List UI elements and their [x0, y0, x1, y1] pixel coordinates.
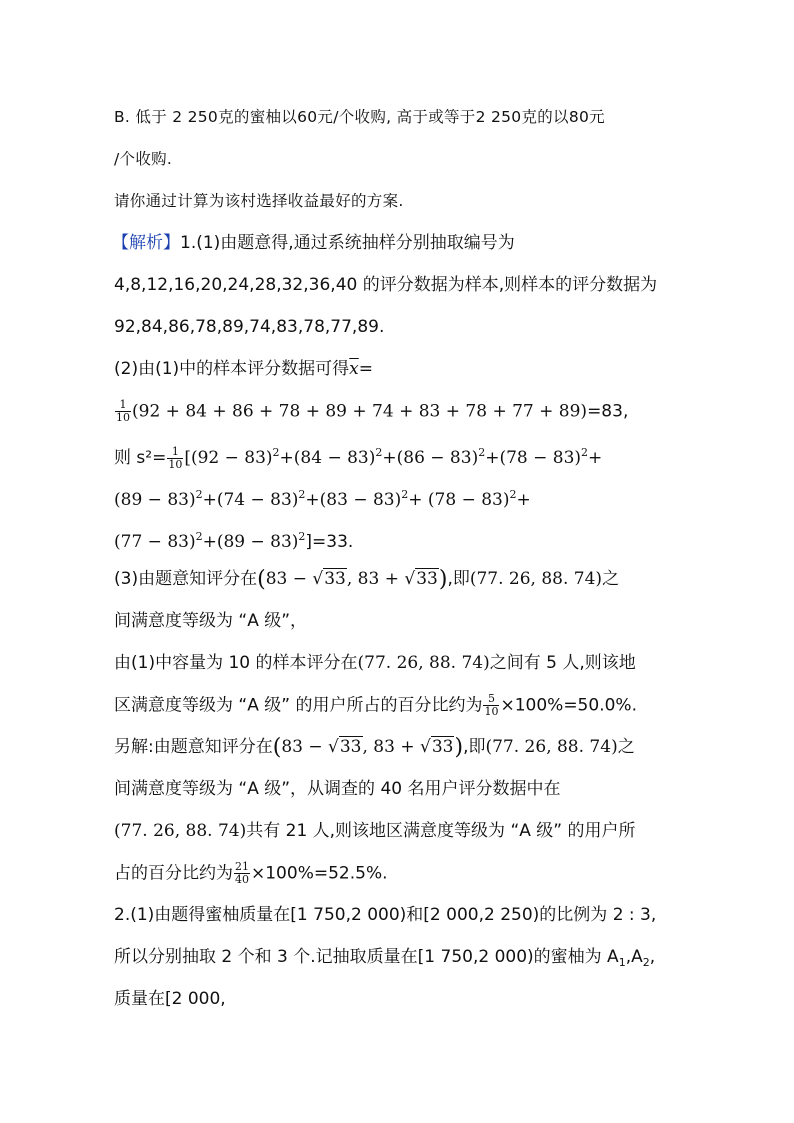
option-b-line-2: /个收购.	[114, 150, 173, 168]
alt-solution-line-3: (77. 26, 88. 74)共有 21 人,则该地区满意度等级为 “A 级” 的用户所	[114, 821, 636, 841]
fraction-one-tenth-2: $\frac{1}{10}$	[168, 444, 183, 471]
alt-solution-line: 另解:由题意知评分在(83 − √33, 83 + √33),即(77. 26, 88. 74)之	[114, 735, 635, 760]
fraction-5-10: $\frac{5}{10}$	[484, 692, 499, 718]
part2-line-2: 所以分别抽取 2 个和 3 个.记抽取质量在[1 750,2 000)的蜜柚为 $A_1,A_2$,	[114, 947, 656, 969]
variance-line-1: 则 s²= $\frac{1}{10}$ [$(92 - 83)^2+(84 - 83)^2+(86 - 83)^2+(78 - 83)^2+$	[114, 444, 603, 471]
alt-solution-line-2: 间满意度等级为 “A 级”，从调查的 40 名用户评分数据中在	[114, 779, 561, 799]
variance-line-3: $(77 - 83)^2+(89 - 83)^2]=33$.	[114, 530, 354, 552]
variance-line-2: $(89 - 83)^2+(74 - 83)^2+(83 - 83)^2+ (78 - 83)^2+$	[114, 488, 531, 510]
part2-line-3: 质量在[2 000,	[114, 989, 226, 1009]
percentage-line-1: 区满意度等级为 “A 级” 的用户所占的百分比约为 $\frac{5}{10}$ ×100%=50.0%.	[114, 692, 637, 718]
sqrt-33d: √33	[420, 737, 454, 757]
sample-scores-line: 92,84,86,78,89,74,83,78,77,89.	[114, 317, 385, 337]
solution-tag: 【解析】	[112, 233, 180, 253]
question-prompt: 请你通过计算为该村选择收益最好的方案.	[114, 192, 404, 210]
interval-line: (3)由题意知评分在(83 − √33, 83 + √33),即(77. 26, 88. 74)之	[114, 567, 620, 592]
sqrt-33: √33	[312, 569, 346, 589]
part2-line-1: 2.(1)由题得蜜柚质量在[1 750,2 000)和[2 000,2 250)的比例为 2 : 3,	[114, 905, 657, 925]
mean-symbol: $\overline{x}$	[349, 359, 359, 379]
solution-heading: 【解析】1.(1)由题意得,通过系统抽样分别抽取编号为	[112, 233, 515, 253]
sample-count-line: 由(1)中容量为 10 的样本评分在(77. 26, 88. 74)之间有 5 人,则该地	[114, 653, 636, 673]
sqrt-33b: √33	[404, 569, 438, 589]
grade-a-line: 间满意度等级为 “A 级”，	[114, 611, 308, 631]
fraction-one-tenth: $\frac{1}{10}$	[116, 398, 130, 424]
fraction-21-40: $\frac{21}{40}$	[235, 860, 249, 886]
percentage-line-2: 占的百分比约为 $\frac{21}{40}$ ×100%=52.5%.	[114, 860, 388, 886]
option-b-line-1: B. 低于 2 250克的蜜柚以60元/个收购, 高于或等于2 250克的以80元	[114, 108, 605, 126]
sqrt-33c: √33	[328, 737, 362, 757]
mean-formula-line: $\frac{1}{10}$ (92 + 84 + 86 + 78 + 89 + 74 + 83 + 78 + 77 + 89)=83,	[116, 398, 629, 424]
mean-intro-line: (2)由(1)中的样本评分数据可得$\overline{x}=$	[114, 359, 374, 379]
sample-numbers-line: 4,8,12,16,20,24,28,32,36,40 的评分数据为样本,则样本的评分数据为	[114, 275, 658, 295]
